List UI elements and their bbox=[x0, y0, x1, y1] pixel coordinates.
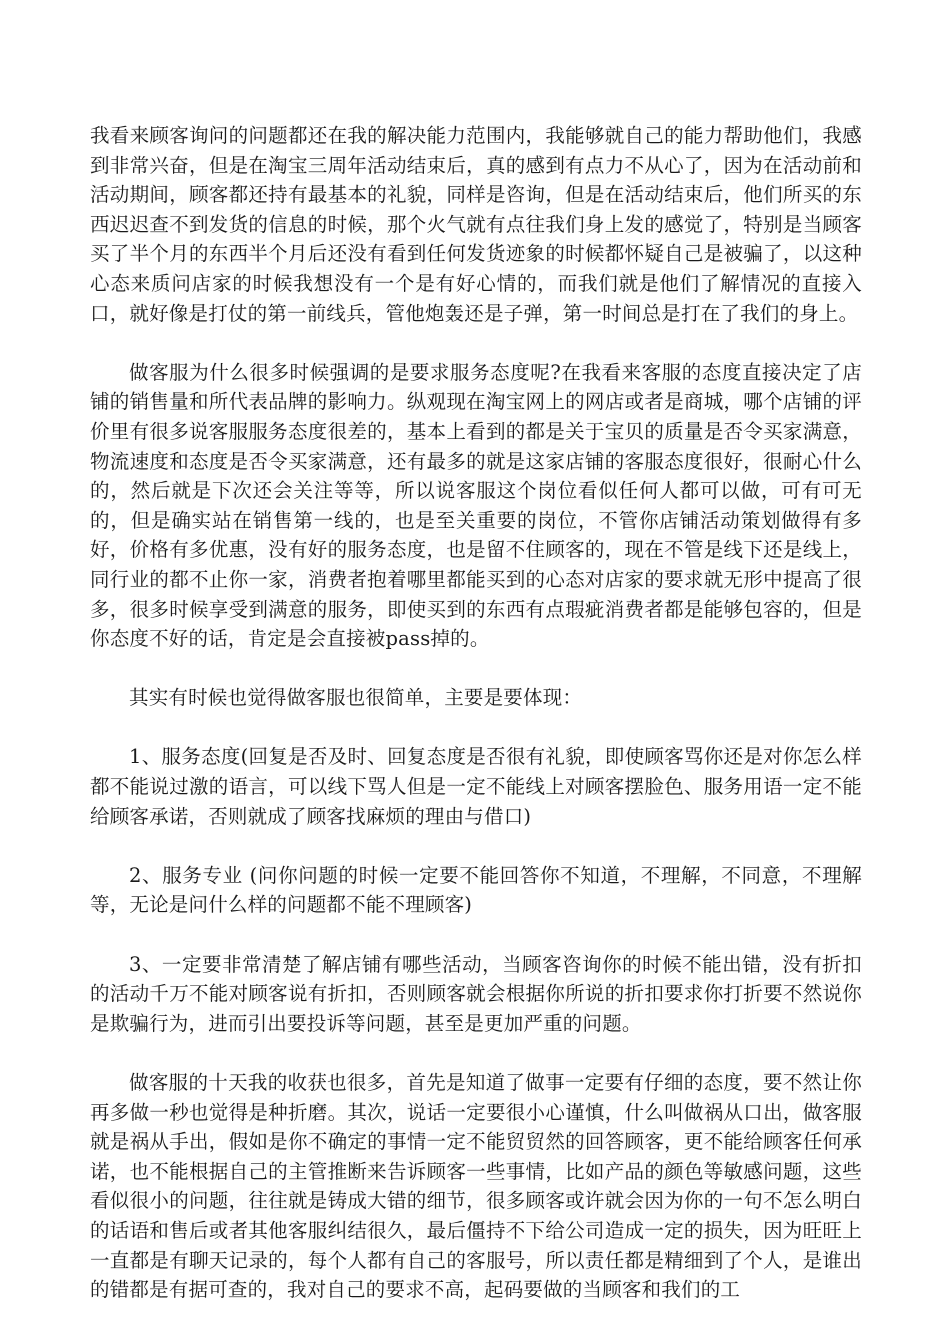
document-page bbox=[90, 121, 862, 1334]
paragraph-3: 其实有时候也觉得做客服也很简单，主要是要体现： bbox=[129, 686, 583, 710]
paragraph-6-list-item-3: 3、一定要非常清楚了解店铺有哪些活动，当顾客咨询你的时候不能出错，没有折扣的活动千万不能对顾客说有折扣，否则顾客就会根据你所说的折扣要求你打折要不然说你是欺骗行为，进而引出要投诉等问题，甚至是更加严重的问题。 bbox=[90, 952, 862, 1035]
paragraph-7: 做客服的十天我的收获也很多，首先是知道了做事一定要有仔细的态度，要不然让你再多做一秒也觉得是种折磨。其次，说话一定要很小心谨慎，什么叫做祸从口出，做客服就是祸从手出，假如是你不确定的事情一定不能贸贸然的回答顾客，更不能给顾客任何承诺，也不能根据自己的主管推断来告诉顾客一些事情，比如产品的颜色等敏感问题，这些看似很小的问题，往往就是铸成大错的细节，很多顾客或许就会因为你的一句不怎么明白的话语和售后或者其他客服纠结很久，最后僵持不下给公司造成一定的损失，因为旺旺上一直都是有聊天记录的，每个人都有自己的客服号，所以责任都是精细到了个人，是谁出的错都是有据可查的，我对自己的要求不高，起码要做的当顾客和我们的工 bbox=[90, 1071, 862, 1302]
paragraph-1: 我看来顾客询问的问题都还在我的解决能力范围内，我能够就自己的能力帮助他们，我感到非常兴奋，但是在淘宝三周年活动结束后，真的感到有点力不从心了，因为在活动前和活动期间，顾客都还持有最基本的礼貌，同样是咨询，但是在活动结束后，他们所买的东西迟迟查不到发货的信息的时候，那个火气就有点往我们身上发的感觉了，特别是当顾客买了半个月的东西半个月后还没有看到任何发货迹象的时候都怀疑自己是被骗了，以这种心态来质问店家的时候我想没有一个是有好心情的，而我们就是他们了解情况的直接入口，就好像是打仗的第一前线兵，管他炮轰还是子弹，第一时间总是打在了我们的身上。 bbox=[90, 124, 862, 325]
paragraph-4-list-item-1: 1、服务态度(回复是否及时、回复态度是否很有礼貌，即使顾客骂你还是对你怎么样都不能说过激的语言，可以线下骂人但是一定不能线上对顾客摆脸色、服务用语一定不能给顾客承诺，否则就成了顾客找麻烦的理由与借口) bbox=[90, 745, 862, 828]
paragraph-2: 做客服为什么很多时候强调的是要求服务态度呢?在我看来客服的态度直接决定了店铺的销售量和所代表品牌的影响力。纵观现在淘宝网上的网店或者是商城，哪个店铺的评价里有很多说客服服务态度很差的，基本上看到的都是关于宝贝的质量是否令买家满意，物流速度和态度是否令买家满意，还有最多的就是这家店铺的客服态度很好，很耐心什么的，然后就是下次还会关注等等，所以说客服这个岗位看似任何人都可以做，可有可无的，但是确实站在销售第一线的，也是至关重要的岗位，不管你店铺活动策划做得有多好，价格有多优惠，没有好的服务态度，也是留不住顾客的，现在不管是线下还是线上，同行业的都不止你一家，消费者抱着哪里都能买到的心态对店家的要求就无形中提高了很多，很多时候享受到满意的服务，即使买到的东西有点瑕疵消费者都是能够包容的，但是你态度不好的话，肯定是会直接被pass掉的。 bbox=[90, 360, 862, 651]
paragraph-5-list-item-2: 2、服务专业 (问你问题的时候一定要不能回答你不知道，不理解，不同意，不理解等，无论是问什么样的问题都不能不理顾客) bbox=[90, 863, 862, 917]
